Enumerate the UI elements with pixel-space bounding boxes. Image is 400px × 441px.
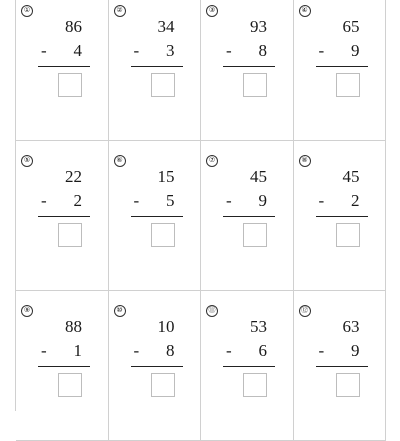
problem-cell <box>294 141 387 291</box>
answer-box[interactable] <box>151 373 175 397</box>
minuend: 88 <box>65 317 82 336</box>
minus-sign: - <box>318 41 325 60</box>
minus-sign: - <box>41 191 47 210</box>
subtrahend: 8 <box>258 41 267 60</box>
answer-rule <box>316 366 368 367</box>
answer-rule <box>316 66 368 67</box>
answer-box[interactable] <box>336 223 360 247</box>
subtrahend: 9 <box>351 41 360 60</box>
answer-rule <box>38 216 90 217</box>
subtrahend: 2 <box>73 191 82 210</box>
minus-sign: - <box>41 41 47 60</box>
answer-box[interactable] <box>243 373 267 397</box>
answer-box[interactable] <box>151 223 175 247</box>
minuend: 53 <box>250 317 267 336</box>
minuend: 86 <box>65 17 82 36</box>
minuend: 22 <box>65 167 82 186</box>
subtrahend: 4 <box>73 41 82 60</box>
problem-cell <box>201 291 294 441</box>
answer-box[interactable] <box>243 223 267 247</box>
answer-rule <box>131 216 183 217</box>
problem-number: ③ <box>206 5 218 17</box>
minus-sign: - <box>226 191 232 210</box>
problem-cell <box>16 0 109 141</box>
answer-box[interactable] <box>58 373 82 397</box>
minus-sign: - <box>226 341 232 360</box>
answer-rule <box>223 66 275 67</box>
answer-box[interactable] <box>243 73 267 97</box>
answer-box[interactable] <box>151 73 175 97</box>
subtrahend: 3 <box>166 41 175 60</box>
subtrahend: 9 <box>258 191 267 210</box>
problem-cell <box>16 291 109 441</box>
subtrahend: 2 <box>351 191 360 210</box>
subtrahend: 8 <box>166 341 175 360</box>
minus-sign: - <box>226 41 232 60</box>
answer-rule <box>131 366 183 367</box>
problem-cell <box>109 291 202 441</box>
answer-rule <box>131 66 183 67</box>
problem-number: ① <box>21 5 33 17</box>
subtrahend: 1 <box>73 341 82 360</box>
problem-number: ⑤ <box>21 155 33 167</box>
answer-box[interactable] <box>336 373 360 397</box>
subtrahend: 6 <box>258 341 267 360</box>
subtrahend: 9 <box>351 341 360 360</box>
problem-cell <box>109 141 202 291</box>
minus-sign: - <box>133 41 140 60</box>
problem-cell <box>294 0 387 141</box>
minus-sign: - <box>133 191 140 210</box>
subtrahend: 5 <box>166 191 175 210</box>
answer-rule <box>316 216 368 217</box>
problem-number: ⑪ <box>206 305 218 317</box>
answer-box[interactable] <box>336 73 360 97</box>
minuend: 15 <box>157 167 175 186</box>
problem-cell <box>201 0 294 141</box>
answer-box[interactable] <box>58 223 82 247</box>
minuend: 45 <box>250 167 267 186</box>
answer-rule <box>38 66 90 67</box>
problem-number: ⑩ <box>114 305 126 317</box>
problem-cell <box>294 291 387 441</box>
minuend: 10 <box>157 317 175 336</box>
minus-sign: - <box>318 191 325 210</box>
problem-number: ⑦ <box>206 155 218 167</box>
problem-number: ⑥ <box>114 155 126 167</box>
minuend: 93 <box>250 17 267 36</box>
minus-sign: - <box>41 341 47 360</box>
minuend: 34 <box>157 17 175 36</box>
minuend: 63 <box>342 317 360 336</box>
minus-sign: - <box>133 341 140 360</box>
problem-cell <box>201 141 294 291</box>
problem-number: ⑫ <box>299 305 311 317</box>
answer-rule <box>223 216 275 217</box>
answer-rule <box>38 366 90 367</box>
worksheet-grid <box>15 0 386 411</box>
problem-number: ⑧ <box>299 155 311 167</box>
problem-cell <box>109 0 202 141</box>
minuend: 45 <box>342 167 360 186</box>
problem-number: ④ <box>299 5 311 17</box>
answer-box[interactable] <box>58 73 82 97</box>
problem-cell <box>16 141 109 291</box>
minuend: 65 <box>342 17 360 36</box>
problem-number: ② <box>114 5 126 17</box>
answer-rule <box>223 366 275 367</box>
problem-number: ⑨ <box>21 305 33 317</box>
minus-sign: - <box>318 341 325 360</box>
